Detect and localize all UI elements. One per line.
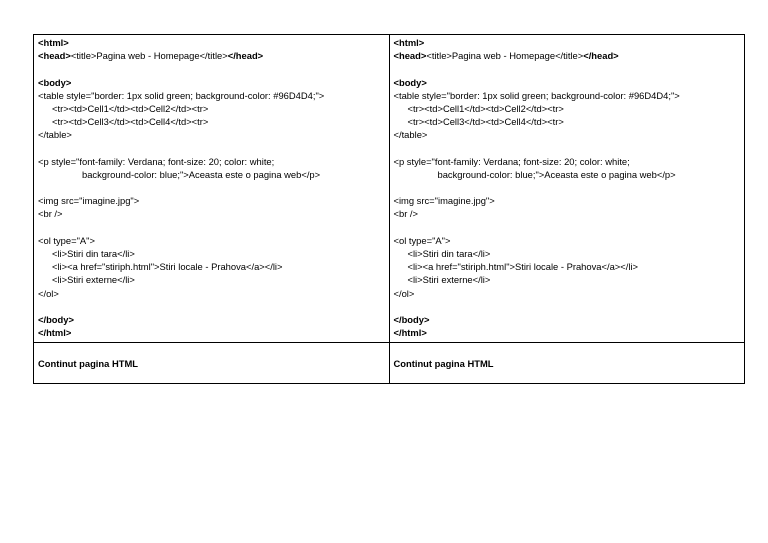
code-line-br: <br /> <box>38 208 63 220</box>
blank-line <box>394 142 741 155</box>
blank-line <box>38 300 385 313</box>
code-line-row1: <tr><td>Cell1</td><td>Cell2</td><tr> <box>407 102 564 114</box>
blank-line <box>38 221 385 234</box>
blank-line <box>394 300 741 313</box>
code-line-table-open: <table style="border: 1px solid green; background-color: #96D4D4;"> <box>38 89 325 101</box>
code-head-open: <head> <box>38 50 71 62</box>
caption-row <box>34 343 745 384</box>
code-line-body-open: <body> <box>393 76 427 88</box>
code-line-li2: <li><a href="stiriph.html">Stiri locale - Prahova</a></li> <box>407 261 638 273</box>
code-line-p2: background-color: blue;">Aceasta este o pagina web</p> <box>82 168 321 180</box>
code-line-li3: <li>Stiri externe</li> <box>407 274 491 286</box>
code-line-ol-open: <ol type="A"> <box>38 234 95 246</box>
blank-line <box>394 62 741 75</box>
code-line-head <box>394 49 741 62</box>
caption-left: Continut pagina HTML <box>34 343 390 384</box>
code-line-p2: background-color: blue;">Aceasta este o pagina web</p> <box>437 168 676 180</box>
code-line-html-close: </html> <box>38 327 72 339</box>
code-line-table-close: </table> <box>38 129 72 141</box>
code-line-p1: <p style="font-family: Verdana; font-size: 20; color: white; <box>393 155 630 167</box>
code-line-br: <br /> <box>393 208 418 220</box>
code-head-close: </head> <box>583 50 619 62</box>
blank-line <box>38 142 385 155</box>
code-line-body-close: </body> <box>38 313 74 325</box>
blank-line <box>394 181 741 194</box>
code-line-img: <img src="imagine.jpg"> <box>38 195 140 207</box>
code-title: <title>Pagina web - Homepage</title> <box>70 50 228 62</box>
code-line-li3: <li>Stiri externe</li> <box>52 274 135 286</box>
code-head-close: </head> <box>227 50 264 62</box>
code-line-table-close: </table> <box>393 129 428 141</box>
code-line-row2: <tr><td>Cell3</td><td>Cell4</td><tr> <box>407 116 564 128</box>
code-line-head <box>38 49 385 62</box>
code-cell-right <box>389 35 745 343</box>
code-line-ol-close: </ol> <box>38 287 59 299</box>
code-line-li2: <li><a href="stiriph.html">Stiri locale - Prahova</a></li> <box>52 261 283 273</box>
code-row <box>34 35 745 343</box>
blank-line <box>38 62 385 75</box>
code-line-row1: <tr><td>Cell1</td><td>Cell2</td><tr> <box>52 102 209 114</box>
code-cell-left <box>34 35 390 343</box>
code-line-p1: <p style="font-family: Verdana; font-size: 20; color: white; <box>38 155 275 167</box>
code-title: <title>Pagina web - Homepage</title> <box>426 50 584 62</box>
code-line-ol-close: </ol> <box>393 287 415 299</box>
code-head-open: <head> <box>393 50 427 62</box>
code-line-html-open: <html> <box>393 37 425 48</box>
blank-line <box>394 221 741 234</box>
code-line-body-open: <body> <box>38 76 72 88</box>
code-line-table-open: <table style="border: 1px solid green; background-color: #96D4D4;"> <box>393 89 680 101</box>
code-line-row2: <tr><td>Cell3</td><td>Cell4</td><tr> <box>52 116 209 128</box>
code-line-body-close: </body> <box>393 313 430 325</box>
code-line-html-open: <html> <box>38 37 69 48</box>
code-line-ol-open: <ol type="A"> <box>393 234 451 246</box>
code-line-img: <img src="imagine.jpg"> <box>393 195 495 207</box>
code-comparison-table <box>33 34 745 384</box>
blank-line <box>38 181 385 194</box>
code-line-html-close: </html> <box>393 327 427 339</box>
caption-right: Continut pagina HTML <box>389 343 745 384</box>
code-line-li1: <li>Stiri din tara</li> <box>52 248 135 259</box>
code-line-li1: <li>Stiri din tara</li> <box>407 248 491 259</box>
